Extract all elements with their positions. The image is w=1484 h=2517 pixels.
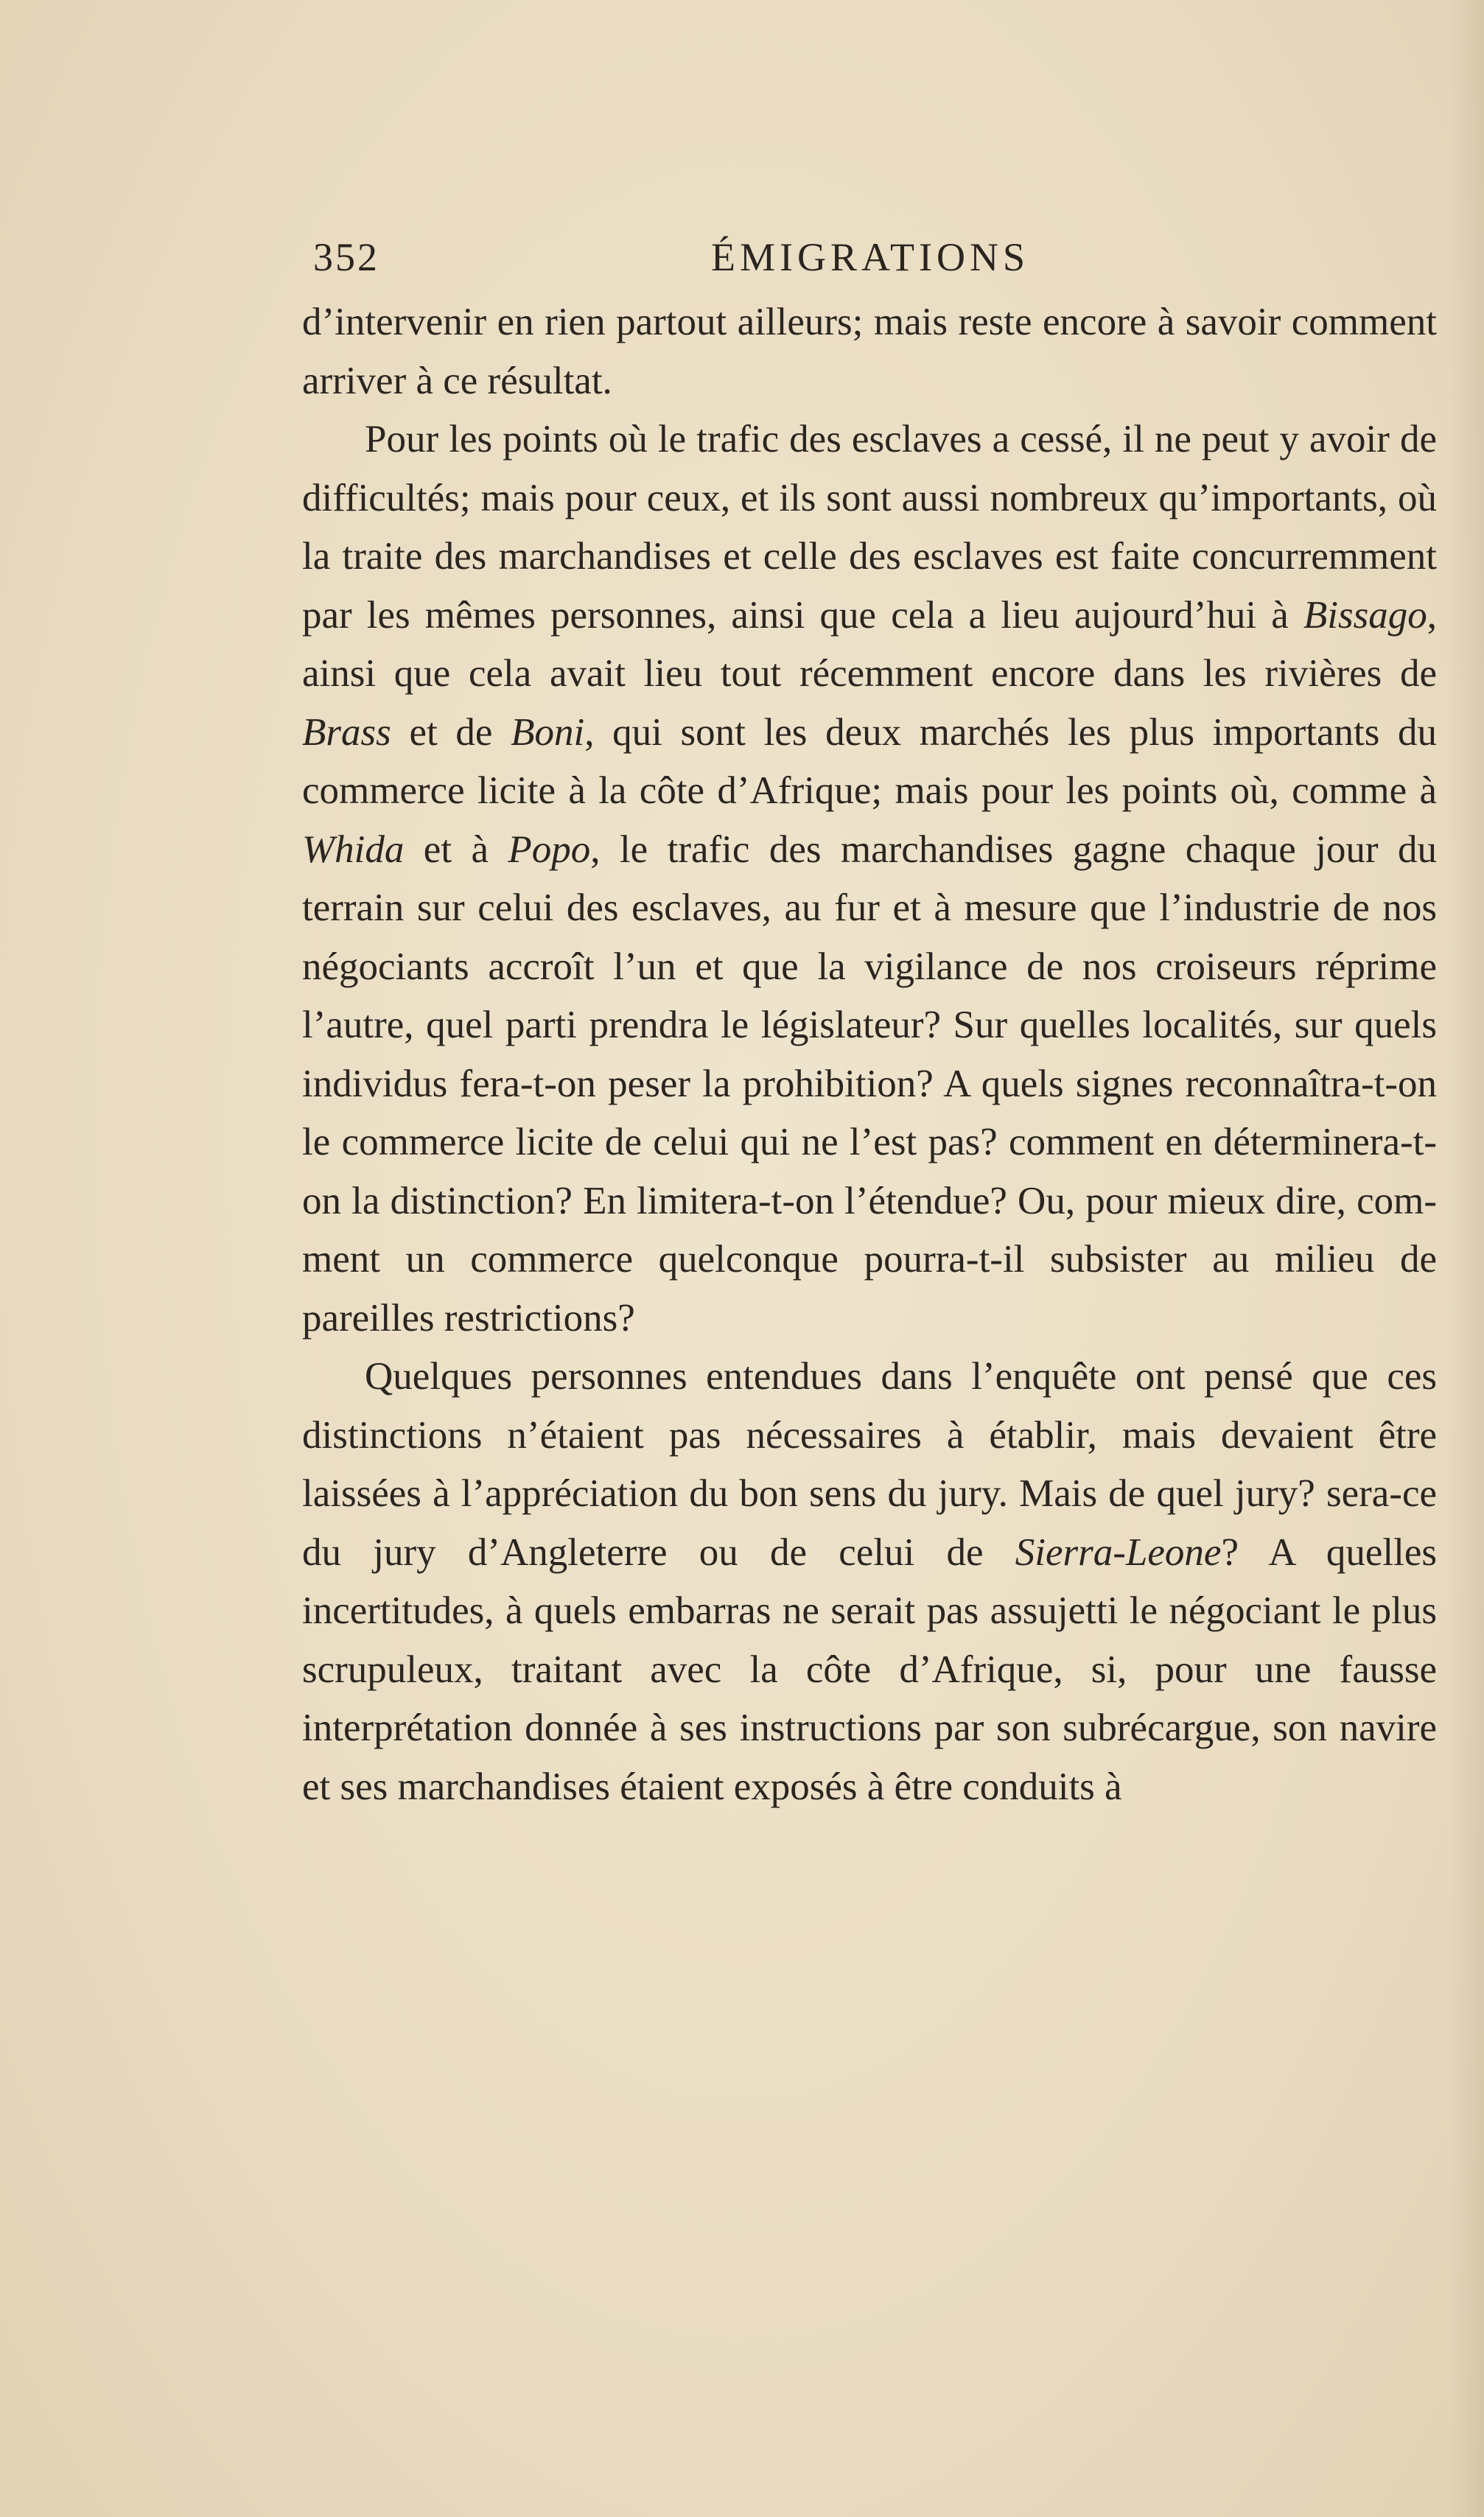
italic-name: Whida bbox=[302, 827, 405, 871]
body-text bbox=[302, 293, 1437, 1816]
text-run: et de bbox=[391, 710, 511, 754]
running-header bbox=[313, 221, 1433, 287]
italic-name: Brass bbox=[302, 710, 391, 754]
text-run: , qui sont les deux marchés les plus importants du commerce licite à la côte d’Afrique; mais pour les points où, comme à bbox=[302, 710, 1437, 812]
text-run: Quelques personnes entendues dans l’enquête ont pensé que ces distinctions n’étaient pas nécessaires à établir, mais devaient être laissées à l’appréciation du bon sens du jury. Mais de quel jury? sera-ce du jury d’Angleterre ou de celui de bbox=[302, 1355, 1437, 1574]
paragraph bbox=[302, 1348, 1437, 1816]
italic-name: Bissago bbox=[1303, 593, 1427, 637]
paragraph bbox=[302, 410, 1437, 1348]
text-run: , le trafic des marchandises gagne chaque jour du terrain sur celui des esclaves, au fur et à mesure que l’industrie de nos négociants accroît l’un et que la vigilance de nos croiseurs réprime l’autre, quel parti prendra le législateur? Sur quelles localités, sur quels individus fera-t-on peser la prohibition? A quels signes reconnaîtra-t-on le commerce licite de celui qui ne l’est pas? comment en déterminera-t-on la distinction? En limitera-t-on l’étendue? Ou, pour mieux dire, comment un commerce quelconque pourra-t-il subsister au milieu de pareilles restrictions? bbox=[302, 827, 1437, 1340]
text-run: ? A quelles incertitudes, à quels embarras ne serait pas assujetti le négociant le plus scrupuleux, traitant avec la côte d’Afrique, si, pour une fausse interprétation donnée à ses instructions par son subrécargue, son navire et ses marchandises étaient exposés à être conduits à bbox=[302, 1530, 1438, 1808]
italic-name: Popo bbox=[508, 827, 591, 871]
text-run: , ainsi que cela avait lieu tout récemment encore dans les rivières de bbox=[302, 593, 1437, 695]
page-edge-shadow bbox=[1447, 0, 1484, 2517]
page-number: 352 bbox=[313, 235, 379, 279]
text-run: et à bbox=[404, 827, 508, 871]
paragraph bbox=[302, 293, 1437, 410]
italic-name: Boni bbox=[511, 710, 585, 754]
running-title: ÉMIGRATIONS bbox=[711, 235, 1030, 279]
text-run: Pour les points où le trafic des esclaves a cessé, il ne peut y avoir de difficultés; mais pour ceux, et ils sont aussi nombreux qu’importants, où la traite des marchandises et celle des esclaves est faite concurremment par les mêmes personnes, ainsi que cela a lieu aujourd’hui à bbox=[302, 418, 1437, 637]
text-run: d’intervenir en rien partout ailleurs; mais reste encore à savoir comment arriver à ce résultat. bbox=[302, 301, 1437, 402]
italic-name: Sierra-Leone bbox=[1015, 1530, 1222, 1574]
